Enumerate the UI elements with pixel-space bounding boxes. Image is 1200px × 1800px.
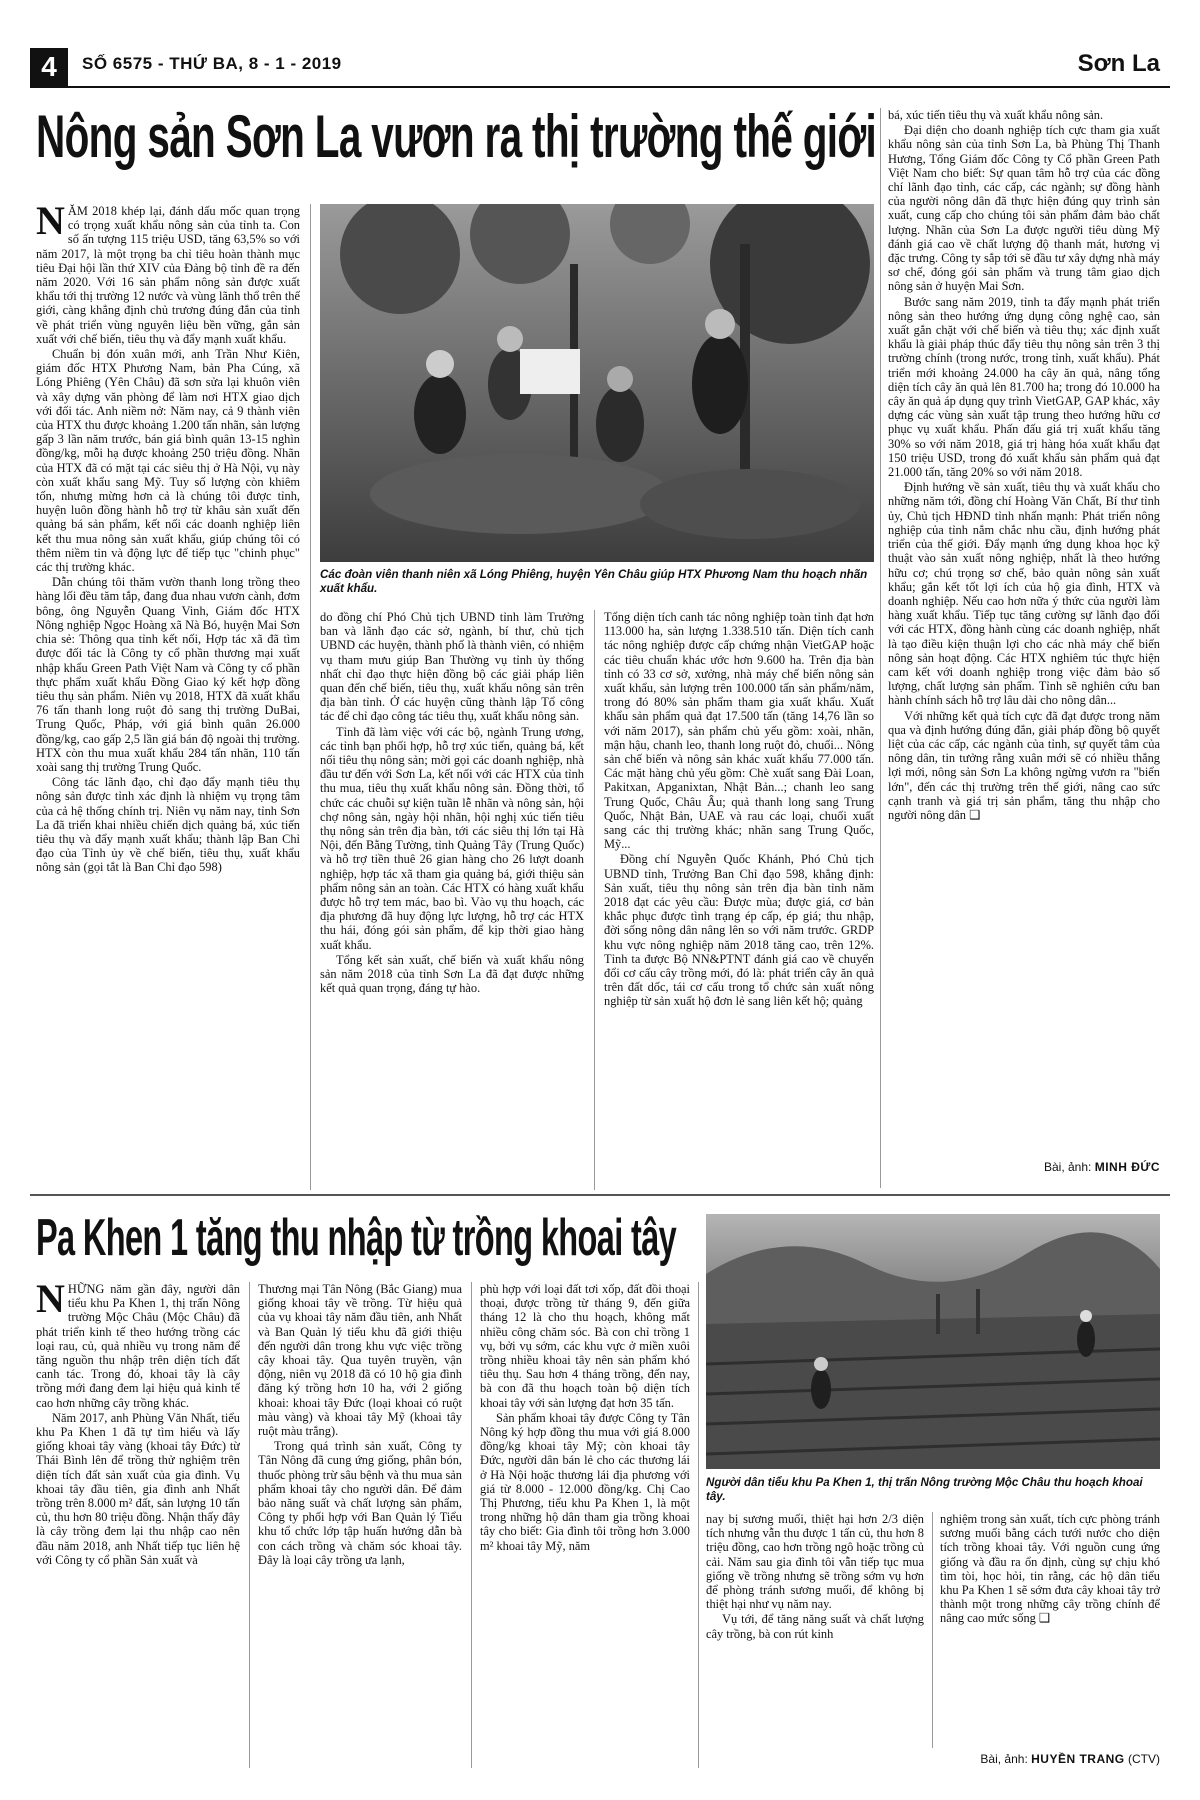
- column-separator: [698, 1282, 699, 1768]
- article2-column-5: [940, 1512, 1160, 1748]
- column-separator: [932, 1512, 933, 1748]
- column-separator: [471, 1282, 472, 1768]
- potato-field-photo-image: [706, 1214, 1160, 1469]
- article2-headline: Pa Khen 1 tăng thu nhập từ trồng khoai tây: [36, 1209, 677, 1267]
- paragraph: Công tác lãnh đạo, chỉ đạo đẩy mạnh tiêu thụ nông sản được tỉnh xác định là nhiệm vụ trọng tâm của cả hệ thống chính trị. Niên vụ năm nay, tỉnh Sơn La đã triển khai nhiều chiến dịch quảng bá, xúc tiến tiêu thụ và đẩy mạnh xuất khẩu; thành lập Ban Chỉ đạo của Tỉnh ủy về chế biến, tiêu thụ, xuất khẩu nông sản (gọi tắt là Ban Chỉ đạo 598): [36, 775, 300, 875]
- article2-column-2: [258, 1282, 462, 1768]
- article1-column-1: [36, 204, 300, 1190]
- column-separator: [310, 204, 311, 1190]
- paragraph: Tổng diện tích canh tác nông nghiệp toàn tỉnh đạt hơn 113.000 ha, sản lượng 1.338.510 tấn. Diện tích canh tác nông nghiệp được cấp chứng nhận VietGAP hoặc các tiêu chuẩn khác ước hơn 9.600 ha. Trên địa bàn tỉnh có 33 cơ sở, xưởng, nhà máy chế biến nông sản xuất khẩu, sản lượng trên 100.000 tấn sản phẩm/năm, trong đó 80% sản phẩm tham gia xuất khẩu. Xuất khẩu sản phẩm quả đạt 17.500 tấn (tăng 14,76 lần so với năm 2017), sản phẩm chủ yếu gồm: xoài, nhãn, mận hậu, chanh leo, thanh long ruột đỏ, chuối... Nông sản chế biến và nông sản khác xuất khẩu 77.000 tấn. Các mặt hàng chủ yếu gồm: Chè xuất sang Đài Loan, Pakitxan, Apganixtan, Nhật Bản...; chanh leo sang Trung Quốc, Châu Âu; quả thanh long sang Trung Quốc, Nhật Bản, UAE và rau các loại, chuối xuất sang các thị trường khác; nhãn sang Trung Quốc, Mỹ...: [604, 610, 874, 852]
- harvest-photo-image: [320, 204, 874, 562]
- section-name: Sơn La: [1077, 50, 1160, 77]
- issue-info: SỐ 6575 - THỨ BA, 8 - 1 - 2019: [82, 54, 342, 73]
- page-number: 4: [30, 48, 68, 86]
- paragraph: Trong quá trình sản xuất, Công ty Tân Nông đã cung ứng giống, phân bón, thuốc phòng trừ sâu bệnh và thu mua sản phẩm khoai tây cho người dân. Để đảm bảo năng suất và chất lượng sản phẩm, Công ty phối hợp với Ban Quản lý Tiểu khu tổ chức lớp tập huấn hướng dẫn bà con cách trồng và chăm sóc khoai tây. Đây là loại cây trồng ưa lạnh,: [258, 1439, 462, 1567]
- article2-column-3: [480, 1282, 690, 1768]
- paragraph: Đồng chí Nguyễn Quốc Khánh, Phó Chủ tịch UBND tỉnh, Trưởng Ban Chỉ đạo 598, khẳng định: Sản xuất, tiêu thụ nông sản trên địa bàn tỉnh năm 2018 đạt các yêu cầu: Được mùa; được giá, cơ bản khắc phục được tình trạng ép cấp, ép giá; thu nhập, đời sống nông dân nâng lên so với năm trước. GRDP khu vực nông nghiệp năm 2018 tăng cao, trên 12%. Tỉnh ta được Bộ NN&PTNT đánh giá cao về chuyển đổi cơ cấu cây trồng mới, đó là: phát triển cây ăn quả trên đất dốc, tái cơ cấu trong tổ chức sản xuất nông nghiệp từ sản xuất hộ đơn lẻ sang liên kết hộ; quảng: [604, 852, 874, 1009]
- paragraph: phù hợp với loại đất tơi xốp, đất đồi thoại thoại, được trồng từ tháng 9, đến giữa tháng 12 là cho thu hoạch, không mất nhiều công chăm sóc. Bà con chỉ trồng 1 vụ, bởi vụ sớm, các khu vực ở miền xuôi trồng nhiều khoai tây nên sản phẩm khó tiêu thụ. Sau hơn 4 tháng trồng, đến nay, bà con đã thu hoạch toàn bộ diện tích khoai tây với sản lượng đạt hơn 35 tấn.: [480, 1282, 690, 1410]
- column-separator: [249, 1282, 250, 1768]
- article1-photo-caption: Các đoàn viên thanh niên xã Lóng Phiêng, huyện Yên Châu giúp HTX Phương Nam thu hoạch nhãn xuất khẩu.: [320, 568, 868, 595]
- column-separator: [880, 108, 881, 1188]
- paragraph: Chuẩn bị đón xuân mới, anh Trần Như Kiên, giám đốc HTX Phương Nam, bản Pha Cúng, xã Lóng Phiêng (Yên Châu) đã sơn sửa lại khuôn viên và xây dựng văn phòng để làm nơi HTX giao dịch với đối tác. Anh niềm nở: Năm nay, cả 9 thành viên của HTX thu được khoảng 1.200 tấn nhãn, sản lượng gấp 3 lần năm trước, bán giá bình quân 13-15 nghìn đồng/kg, mỗi hạ được khoảng 250 triệu đồng. Nhãn của HTX đã có mặt tại các siêu thị ở Hà Nội, vụ này còn xuất khẩu sang Mỹ. Tuy số lượng còn khiêm tốn, nhưng mừng hơn cả là chúng tôi được tỉnh, huyện luôn đồng hành hỗ trợ từ khâu sản xuất đến quảng bá sản phẩm, kết nối các doanh nghiệp liên kết thu mua nông sản xuất khẩu, giúp chúng tôi có thêm niềm tin và động lực để tiếp tục "chinh phục" các thị trường khác.: [36, 347, 300, 575]
- article1-column-3: [604, 610, 874, 1190]
- paragraph: nghiệm trong sản xuất, tích cực phòng tránh sương muối bằng cách tưới nước cho diện tích trồng khoai tây. Với nguồn cung ứng giống và đầu ra ổn định, cùng sự chịu khó tìm tòi, học hỏi, tin rằng, các hộ dân tiểu khu Pa Khen 1 sẽ sớm đưa cây khoai tây trở thành một trong những cây trồng chính để nâng cao mức sống ❑: [940, 1512, 1160, 1626]
- paragraph: Với những kết quả tích cực đã đạt được trong năm qua và định hướng đúng đắn, giải pháp đồng bộ quyết liệt của các cấp, các ngành của tỉnh, sự quyết tâm của nông dân, tin tưởng rằng xuân mới sẽ có nhiều thắng lợi mới, nông sản Sơn La không ngừng vươn ra "biển lớn", đến các thị trường trên thế giới, nâng cao sức cạnh tranh và giá trị sản phẩm, tăng thu nhập cho người nông dân ❑: [888, 708, 1160, 822]
- article1-byline: [888, 1160, 1160, 1174]
- paragraph: Tỉnh đã làm việc với các bộ, ngành Trung ương, các tỉnh bạn phối hợp, hỗ trợ xúc tiến, quảng bá, kết nối tiêu thụ nông sản; mời gọi các doanh nghiệp, nhà đầu tư đến với Sơn La, kết nối với các HTX của tỉnh thu mua, tiêu thụ xuất khẩu nông sản. Đồng thời, tổ chức các chuỗi sự kiện tuần lễ nhãn và nông sản, hội chợ nông sản, ngày hội nhãn, hội nghị xúc tiến tiêu thụ nông sản trên địa bàn, tới các siêu thị lớn tại Hà Nội, đến Bằng Tường, tỉnh Quảng Tây (Trung Quốc) và hỗ trợ tiền thuê 26 gian hàng cho 26 lượt doanh nghiệp, hợp tác xã tham gia quảng bá, giới thiệu sản phẩm nông sản an toàn. Các HTX có hàng xuất khẩu được hỗ trợ tem mác, bao bì. Vào vụ thu hoạch, các địa phương đã huy động lực lượng, hỗ trợ các HTX thu hái, đóng gói sản phẩm, để kịp thời giao hàng xuất khẩu.: [320, 724, 584, 952]
- article2-column-4: [706, 1512, 924, 1748]
- paragraph: Tổng kết sản xuất, chế biến và xuất khẩu nông sản năm 2018 của tỉnh Sơn La đã đạt được những kết quả quan trọng, đáng tự hào.: [320, 952, 584, 996]
- article2-photo: [706, 1214, 1160, 1469]
- paragraph: NHỮNG năm gần đây, người dân tiểu khu Pa Khen 1, thị trấn Nông trường Mộc Châu (Mộc Châu) đã phát triển kinh tế theo hướng trồng các loại rau, củ, quả nhiều vụ trong năm để tăng nguồn thu nhập trên diện tích đất canh tác. Trong đó, khoai tây là cây trồng mới đang đem lại hiệu quả kinh tế cao hơn những cây trồng khác.: [36, 1282, 240, 1410]
- paragraph: Định hướng về sản xuất, tiêu thụ và xuất khẩu cho những năm tới, đồng chí Hoàng Văn Chất, Bí thư tỉnh ủy, Chủ tịch HĐND tỉnh nhấn mạnh: Phát triển nông nghiệp của tỉnh nắm chắc nhu cầu, định hướng phát triển của thế giới. Đẩy mạnh ứng dụng khoa học kỹ thuật vào sản xuất nông nghiệp, nhất là theo hướng hữu cơ; chú trọng sơ chế, bảo quản nông sản xuất khẩu; gắn kết tốt lợi ích của hộ gia đình, HTX và doanh nghiệp. Nếu cao hơn nữa ý thức của người làm hàng xuất khẩu. Tiếp tục tăng cường sự lãnh đạo đối với các HTX, đồng hành cùng các doanh nghiệp, nhất là tạo điều kiện thuận lợi cho các nhà máy chế biến nông sản hoạt động. Các HTX nghiêm túc thực hiện cam kết với doanh nghiệp trong việc đảm bảo số lượng, chất lượng sản phẩm. Tỉnh sẽ nghiên cứu ban hành chính sách hỗ trợ lâu dài cho nông dân...: [888, 480, 1160, 708]
- article1-headline: Nông sản Sơn La vươn ra thị trường thế giới: [36, 103, 877, 170]
- page-header: [30, 48, 1160, 82]
- paragraph: Vụ tới, để tăng năng suất và chất lượng cây trồng, bà con rút kinh: [706, 1612, 924, 1641]
- paragraph: Bước sang năm 2019, tỉnh ta đẩy mạnh phát triển nông sản theo hướng ứng dụng công nghệ cao, sản xuất gắn chặt với chế biến và tiêu thụ; xác định xuất khẩu là giải pháp thúc đẩy tiêu thụ nông sản trên 3 thị trường chính (trong nước, trong tỉnh, xuất khẩu). Phát triển mới khoảng 24.000 ha cây ăn quả, nâng tổng diện tích cây ăn quả lên 81.700 ha; trong đó 10.000 ha cây ăn quả áp dụng quy trình VietGAP, GAP khác, xây dựng các vùng sản xuất tập trung theo hướng hữu cơ phục vụ xuất khẩu. Phấn đấu giá trị xuất khẩu tăng 30% so với năm 2018, giá trị hàng hóa xuất khẩu đạt 150 triệu USD, trong đó xuất khẩu sản phẩm quả đạt 21.000 tấn, tăng 20% so với năm 2018.: [888, 294, 1160, 480]
- paragraph: Thương mại Tân Nông (Bắc Giang) mua giống khoai tây về trồng. Từ hiệu quả của vụ khoai tây năm đầu tiên, anh Nhất và Ban Quản lý tiểu khu đã giới thiệu đến người dân trong khu vực việc trồng cây khoai tây. Qua tuyên truyền, vận động, niên vụ 2018 đã có 10 hộ gia đình đăng ký trồng hơn 10 ha, với 2 giống khoai: khoai tây Đức (loại khoai có ruột màu vàng) và khoai tây Mỹ (khoai tây ruột màu trắng).: [258, 1282, 462, 1439]
- article1-photo: [320, 204, 874, 562]
- article2-byline-author: HUYỀN TRANG: [1031, 1752, 1125, 1766]
- article1-column-2: [320, 610, 584, 1190]
- drop-cap: N: [36, 204, 65, 243]
- header-rule: [30, 86, 1170, 88]
- article1-byline-author: MINH ĐỨC: [1094, 1160, 1160, 1174]
- paragraph: do đồng chí Phó Chủ tịch UBND tỉnh làm Trưởng ban và lãnh đạo các sở, ngành, bí thư, chủ tịch UBND các huyện, thành phố là thành viên, có nhiệm vụ tham mưu giúp Ban Thường vụ tỉnh ủy thống nhất chỉ đạo thực hiện đồng bộ các giải pháp liên quan đến chế biến, tiêu thụ, xuất khẩu nông sản trên địa bàn tỉnh. Ở các huyện cũng thành lập Tổ công tác để chỉ đạo công tác tiêu thụ, xuất khẩu nông sản.: [320, 610, 584, 724]
- paragraph: Năm 2017, anh Phùng Văn Nhất, tiểu khu Pa Khen 1 đã tự tìm hiểu và lấy giống khoai tây vàng (khoai tây Đức) từ Thái Bình lên để trồng thử nghiệm trên diện tích đất sản xuất của gia đình. Vụ khoai tây đầu tiên, gia đình anh Nhất trồng trên 8.000 m² đất, sản lượng 10 tấn củ, thu hơn 80 triệu đồng. Nhận thấy đây là cây trồng đem lại thu nhập cao nên đầu năm 2018, anh Nhất tiếp tục liên hệ với Công ty cổ phần Sản xuất và: [36, 1410, 240, 1567]
- paragraph: Dẫn chúng tôi thăm vườn thanh long trồng theo hàng lối đều tăm tắp, đang đua nhau vươn cành, đơm bông, ông Nguyễn Quang Vinh, Giám đốc HTX Nông nghiệp Ngọc Hoàng xã Nà Bó, huyện Mai Sơn chia sẻ: Thông qua tỉnh kết nối, Hợp tác xã đã tìm được đối tác là Công ty cổ phần thương mại xuất nhập khẩu Green Path Việt Nam và Công ty cổ phần thực phẩm xuất khẩu Đồng Giao ký kết hợp đồng tiêu thụ sản phẩm. Niên vụ 2018, HTX đã xuất khẩu 76 tấn thanh long ruột đỏ sang thị trường DuBai, Trung Quốc, Pháp, với giá bình quân 26.000 đồng/kg, cao gấp 2,5 lần giá bán độ ngoài thị trường. HTX còn thu mua xuất khẩu 284 tấn nhãn, 110 tấn xoài sang thị trường Trung Quốc.: [36, 575, 300, 774]
- drop-cap: N: [36, 1282, 65, 1321]
- article2-byline: [940, 1752, 1160, 1766]
- article2-byline-prefix: Bài, ảnh:: [980, 1752, 1028, 1766]
- article2-byline-suffix: (CTV): [1128, 1752, 1160, 1766]
- article2-photo-caption: Người dân tiểu khu Pa Khen 1, thị trấn Nông trường Mộc Châu thu hoạch khoai tây.: [706, 1476, 1143, 1503]
- article-divider: [30, 1194, 1170, 1196]
- paragraph: bá, xúc tiến tiêu thụ và xuất khẩu nông sản.: [888, 108, 1104, 122]
- paragraph: nay bị sương muối, thiệt hại hơn 2/3 diện tích nhưng vẫn thu được 1 tấn củ, thu hơn 8 triệu đồng, cao hơn trồng ngô hoặc trồng củ cải. Năm sau gia đình tôi vẫn tiếp tục mua giống về trồng nhưng sẽ trồng sớm vụ hơn để phòng tránh sương muối, để không bị thiệt hại như vụ năm nay.: [706, 1512, 924, 1612]
- column-separator: [594, 610, 595, 1190]
- paragraph: Đại diện cho doanh nghiệp tích cực tham gia xuất khẩu nông sản của tỉnh Sơn La, bà Phùng Thị Thanh Hương, Tổng Giám đốc Công ty Cổ phần Green Path Việt Nam cho biết: Sự quan tâm hỗ trợ của các đồng chí lãnh đạo tỉnh, các cấp, các ngành; sự đồng hành của người nông dân đã thực hiện đúng quy trình sản xuất, cung cấp cho chúng tôi sản phẩm đảm bảo chất lượng. Nhãn của Sơn La được người tiêu dùng Mỹ đánh giá cao về chất lượng độ thanh mát, hương vị đặc trưng. Công ty sắp tới sẽ đầu tư xây dựng nhà máy sơ chế, đóng gói sản phẩm và trung tâm giao dịch nông sản ở huyện Mai Sơn.: [888, 123, 1160, 294]
- paragraph: NĂM 2018 khép lại, đánh dấu mốc quan trọng có trọng xuất khẩu nông sản của tỉnh ta. Con số ấn tượng 115 triệu USD, tăng 63,5% so với năm 2017, là một trọng ba chỉ tiêu hoàn thành mục tiêu Đại hội lần thứ XIV của Đảng bộ tỉnh đề ra đến năm 2020. Với 16 sản phẩm nông sản được xuất khẩu tới thị trường 12 nước và vùng lãnh thổ trên thế giới, càng khẳng định chủ trương đúng đắn của tỉnh về phát triển vùng nguyên liệu bền vững, gắn sản xuất với chế biến, tiêu thụ và đẩy mạnh xuất khẩu.: [36, 204, 300, 346]
- article1-column-4: [888, 108, 1160, 1156]
- article2-column-1: [36, 1282, 240, 1768]
- paragraph: Sản phẩm khoai tây được Công ty Tân Nông ký hợp đồng thu mua với giá 8.000 đồng/kg khoai tây Mỹ; còn khoai tây Đức, người dân bán lẻ cho các thương lái ở Hà Nội hoặc thương lái địa phương với giá từ 8.000 - 12.000 đồng/kg. Chị Cao Thị Phương, tiểu khu Pa Khen 1, là một trong những hộ dân tham gia trồng khoai tây cho biết: Gia đình tôi trồng hơn 3.000 m² khoai tây Mỹ, năm: [480, 1410, 690, 1553]
- article1-byline-prefix: Bài, ảnh:: [1043, 1160, 1092, 1174]
